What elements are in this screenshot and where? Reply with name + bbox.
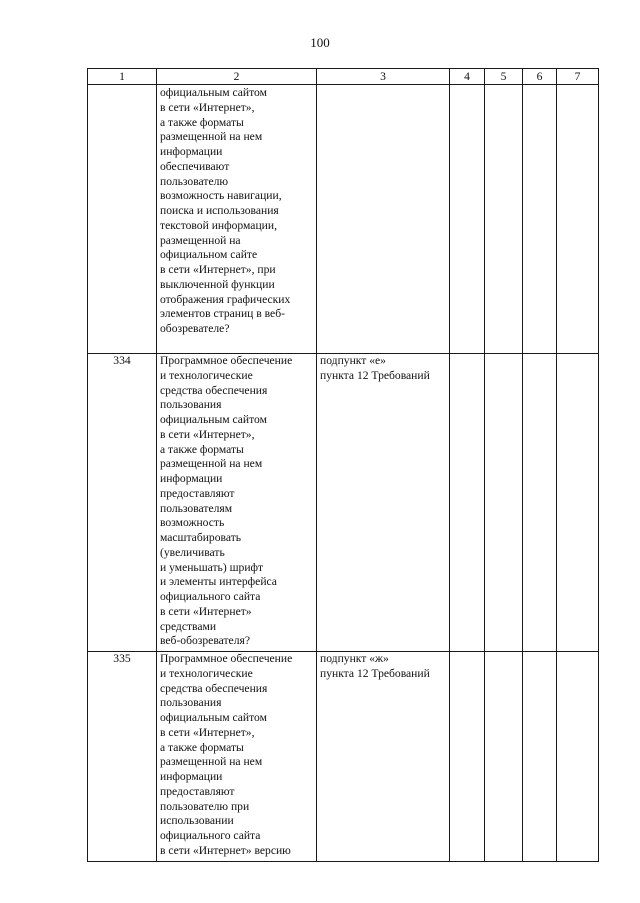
answer-cell-4 [450,354,485,652]
row-number: 334 [88,354,157,652]
column-header-2: 2 [157,69,317,85]
answer-cell-7 [557,652,599,862]
requirement-reference: подпункт «е» пункта 12 Требований [317,354,450,652]
answer-cell-4 [450,85,485,354]
answer-cell-6 [523,652,557,862]
table-header-row [88,69,599,85]
column-header-3: 3 [317,69,450,85]
answer-cell-6 [523,85,557,354]
table-row [88,652,599,862]
column-header-5: 5 [485,69,523,85]
table-row [88,354,599,652]
question-text: Программное обеспечение и технологические средства обеспечения пользования официальным сайтом в сети «Интернет», а также форматы размещенной на нем информации предоставляют пользователю при использовании официального сайта в сети «Интернет» версию [157,652,317,862]
answer-cell-4 [450,652,485,862]
answer-cell-5 [485,652,523,862]
requirement-reference [317,85,450,354]
column-header-6: 6 [523,69,557,85]
question-text: официальным сайтом в сети «Интернет», а также форматы размещенной на нем информации обеспечивают пользователю возможность навигации, поиска и использования текстовой информации, размещенной на официальном сайте в сети «Интернет», при выключенной функции отображения графических элементов страниц в веб- обозревателе? [157,85,317,354]
table-row [88,85,599,354]
column-header-7: 7 [557,69,599,85]
column-header-4: 4 [450,69,485,85]
answer-cell-5 [485,85,523,354]
answer-cell-7 [557,85,599,354]
question-text: Программное обеспечение и технологические средства обеспечения пользования официальным сайтом в сети «Интернет», а также форматы размещенной на нем информации предоставляют пользователям возможность масштабировать (увеличивать и уменьшать) шрифт и элементы интерфейса официального сайта в сети «Интернет» средствами веб-обозревателя? [157,354,317,652]
answer-cell-6 [523,354,557,652]
row-number [88,85,157,354]
checklist-table [87,68,599,862]
answer-cell-5 [485,354,523,652]
column-header-1: 1 [88,69,157,85]
requirement-reference: подпункт «ж» пункта 12 Требований [317,652,450,862]
page-number: 100 [310,35,330,50]
row-number: 335 [88,652,157,862]
answer-cell-7 [557,354,599,652]
